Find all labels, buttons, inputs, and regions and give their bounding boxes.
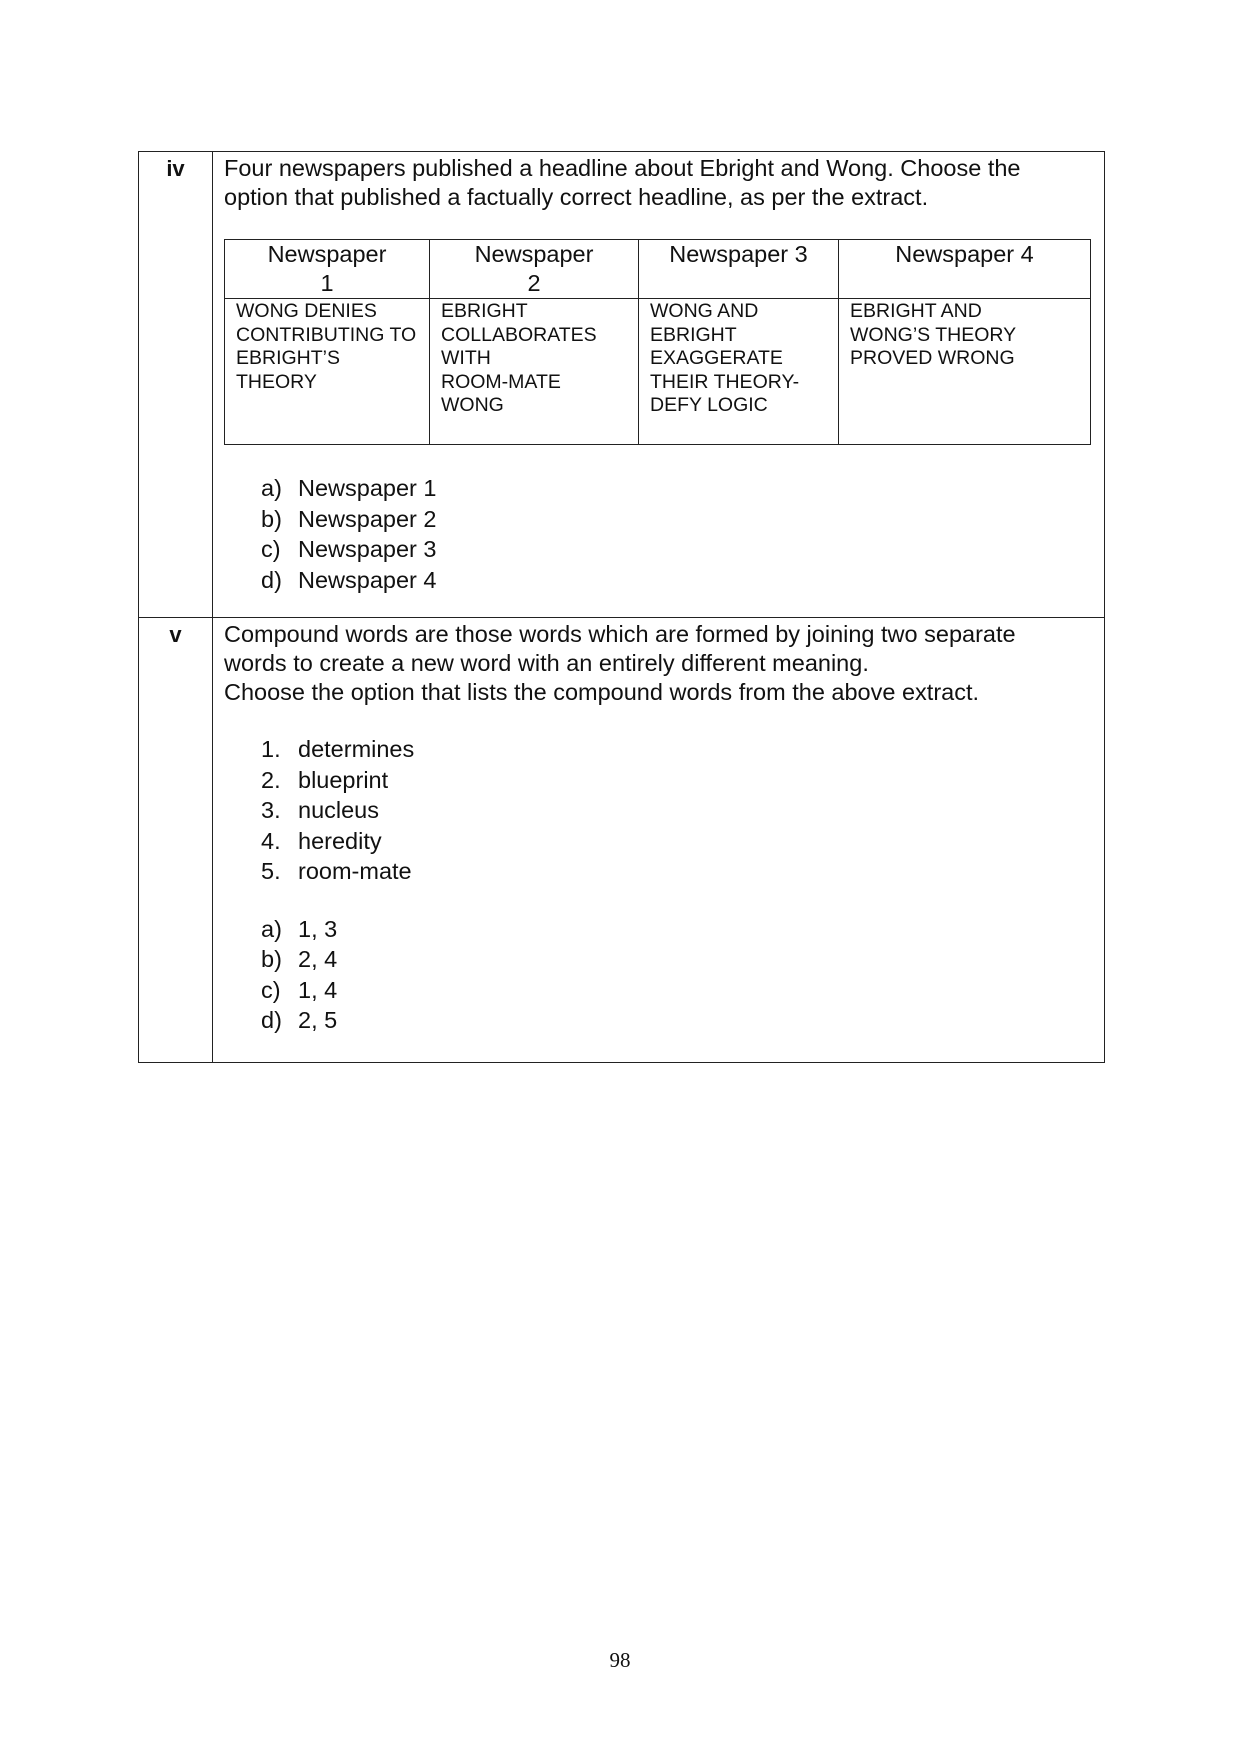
- stem-line: words to create a new word with an entirely different meaning.: [224, 650, 869, 676]
- stem-line: Compound words are those words which are formed by joining two separate: [224, 621, 1016, 647]
- headline-line: WONG’S THEORY: [850, 323, 1017, 346]
- word-list: [224, 734, 1092, 887]
- headline-line: EBRIGHT: [441, 300, 528, 322]
- header-line: 2: [527, 270, 541, 296]
- word-text: nucleus: [298, 797, 379, 823]
- headline-line: EXAGGERATE: [650, 347, 783, 369]
- word-text: determines: [298, 736, 415, 762]
- option-marker: b): [261, 946, 282, 972]
- option-text: 2, 5: [298, 1007, 338, 1033]
- header-line: 1: [320, 270, 334, 296]
- option-marker: b): [261, 505, 282, 532]
- answer-options: [224, 914, 1092, 1036]
- page-number: 98: [609, 1648, 631, 1672]
- question-stem: [224, 620, 1092, 707]
- headline-cell: [839, 299, 1091, 445]
- option-marker: d): [261, 1007, 282, 1033]
- word-item: [261, 795, 1092, 826]
- word-marker: 4.: [261, 827, 281, 854]
- question-table: [138, 151, 1105, 1063]
- header-line: Newspaper 3: [669, 241, 808, 267]
- answer-option[interactable]: [261, 565, 1092, 596]
- headline-line: EBRIGHT’S: [236, 347, 341, 369]
- answer-option[interactable]: [261, 534, 1092, 565]
- word-item: [261, 765, 1092, 796]
- answer-options: [224, 473, 1092, 595]
- headline-cell: [225, 299, 430, 445]
- header-line: Newspaper: [474, 241, 594, 267]
- headline-line: THEIR THEORY-: [650, 370, 800, 393]
- word-item: [261, 734, 1092, 765]
- newspaper-header-row: [225, 240, 1091, 299]
- option-marker: a): [261, 475, 282, 501]
- question-row: [139, 152, 1105, 618]
- option-marker: c): [261, 976, 281, 1003]
- question-number: v: [139, 618, 213, 1063]
- headline-line: WONG AND: [650, 300, 759, 322]
- headline-line: PROVED WRONG: [850, 347, 1015, 369]
- word-item: [261, 826, 1092, 857]
- headline-line: WONG DENIES: [236, 300, 377, 322]
- answer-option[interactable]: [261, 944, 1092, 975]
- headline-line: WITH: [441, 347, 491, 369]
- option-text: Newspaper 4: [298, 566, 437, 593]
- question-body: [213, 152, 1105, 618]
- headline-line: WONG: [441, 394, 504, 416]
- headline-row: [225, 299, 1091, 445]
- headline-line: EBRIGHT: [650, 323, 737, 346]
- word-text: blueprint: [298, 766, 389, 793]
- newspaper-header: [639, 240, 839, 299]
- word-marker: 3.: [261, 797, 281, 823]
- option-marker: a): [261, 915, 282, 942]
- option-text: 1, 4: [298, 976, 338, 1003]
- answer-option[interactable]: [261, 1005, 1092, 1036]
- word-item: [261, 856, 1092, 887]
- word-text: room-mate: [298, 858, 412, 884]
- option-text: Newspaper 2: [298, 505, 437, 532]
- option-text: Newspaper 3: [298, 536, 437, 562]
- header-line: Newspaper: [267, 241, 387, 267]
- answer-option[interactable]: [261, 473, 1092, 504]
- newspaper-header: [839, 240, 1091, 299]
- option-text: 2, 4: [298, 946, 338, 972]
- question-stem: [224, 154, 1092, 212]
- word-marker: 5.: [261, 858, 281, 884]
- option-marker: d): [261, 566, 282, 593]
- question-body: [213, 618, 1105, 1063]
- newspaper-header: [430, 240, 639, 299]
- newspaper-table: [224, 239, 1091, 445]
- word-text: heredity: [298, 827, 382, 854]
- headline-line: COLLABORATES: [441, 323, 597, 346]
- headline-line: EBRIGHT AND: [850, 300, 982, 322]
- option-text: 1, 3: [298, 915, 338, 942]
- option-marker: c): [261, 536, 281, 562]
- option-text: Newspaper 1: [298, 475, 437, 501]
- headline-cell: [639, 299, 839, 445]
- answer-option[interactable]: [261, 504, 1092, 535]
- newspaper-header: [225, 240, 430, 299]
- headline-line: THEORY: [236, 370, 317, 393]
- word-marker: 1.: [261, 736, 281, 762]
- question-number: iv: [139, 152, 213, 618]
- header-line: Newspaper 4: [895, 241, 1034, 267]
- headline-line: ROOM-MATE: [441, 370, 561, 393]
- headline-cell: [430, 299, 639, 445]
- headline-line: DEFY LOGIC: [650, 394, 768, 416]
- stem-line: option that published a factually correct headline, as per the extract.: [224, 184, 929, 210]
- stem-line: Choose the option that lists the compound words from the above extract.: [224, 679, 980, 705]
- answer-option[interactable]: [261, 914, 1092, 945]
- stem-line: Four newspapers published a headline about Ebright and Wong. Choose the: [224, 155, 1021, 181]
- question-row: [139, 618, 1105, 1063]
- headline-line: CONTRIBUTING TO: [236, 323, 417, 346]
- answer-option[interactable]: [261, 975, 1092, 1006]
- word-marker: 2.: [261, 766, 281, 793]
